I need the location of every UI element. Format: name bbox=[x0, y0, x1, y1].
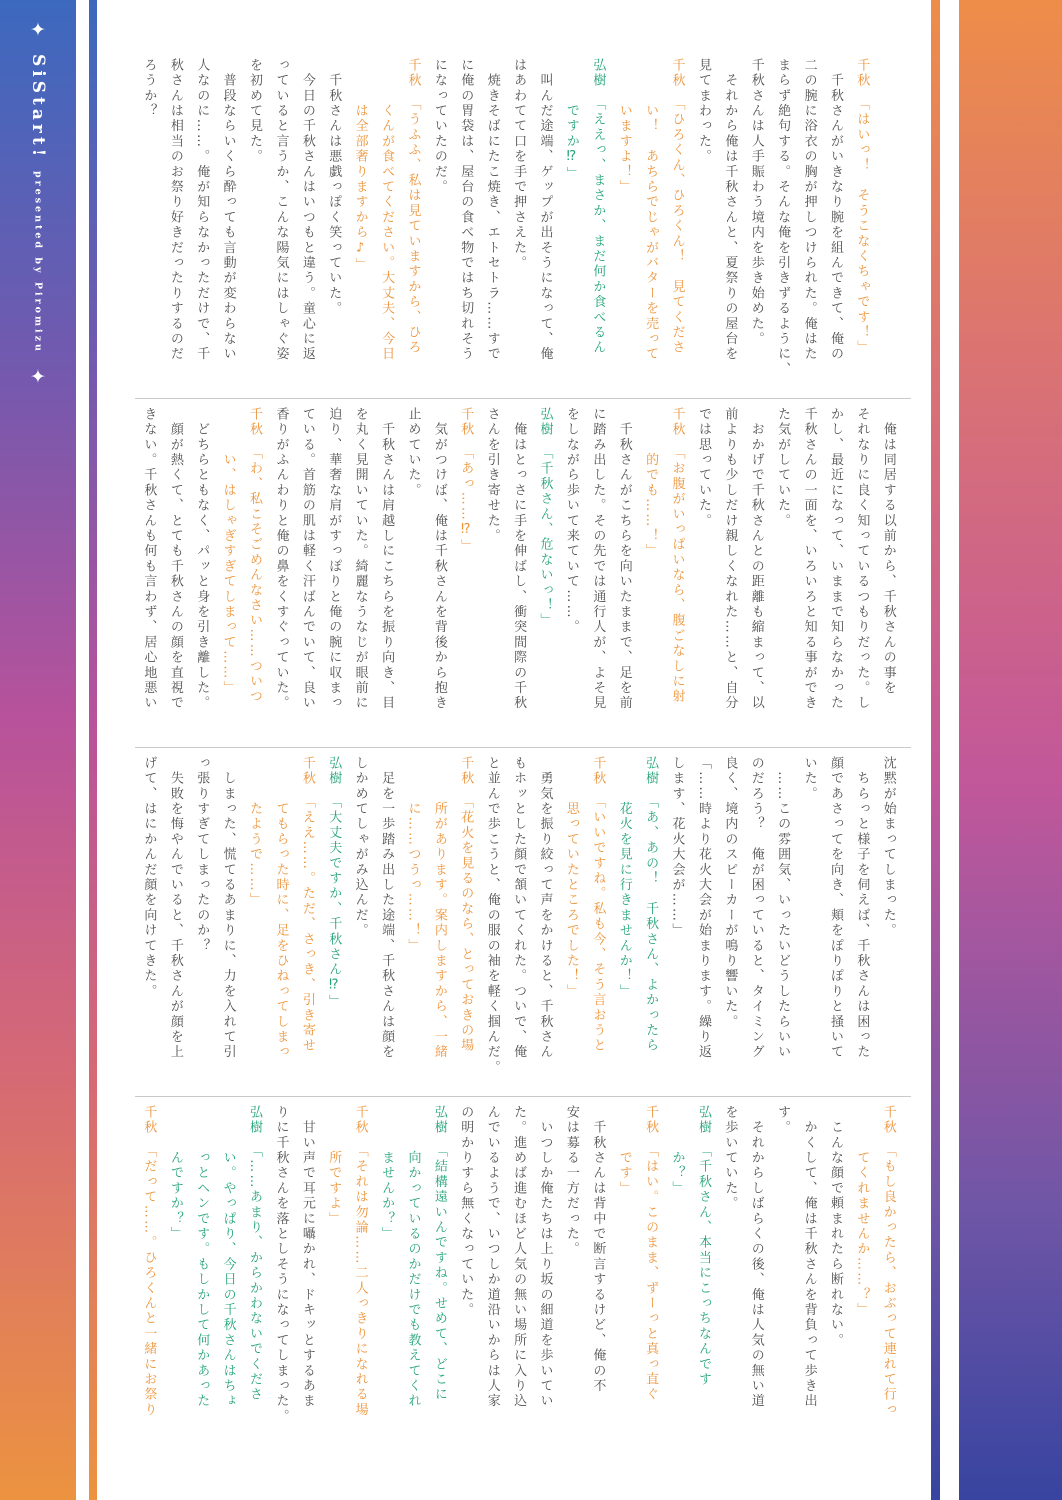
narration-line: いつしか俺たちは上り坂の細道を歩いてい bbox=[537, 1105, 553, 1409]
narration-line: かし、最近になって、いままで知らなかった bbox=[827, 407, 843, 711]
section-divider bbox=[135, 1096, 911, 1097]
dialogue-line-chiaki: くんが食べてください。大丈夫、今日 bbox=[379, 58, 395, 362]
narration-line: きない。千秋さんも何も言わず、居心地悪い bbox=[141, 407, 157, 711]
narration-line: 焼きそばにたこ焼き、エトセトラ……すで bbox=[484, 58, 500, 362]
narration-line: さんを引き寄せた。 bbox=[484, 407, 500, 544]
narration-line: しかめてしゃがみ込んだ。 bbox=[352, 756, 368, 939]
dialogue-line-hiroki: 弘樹 「大丈夫ですか、千秋さん⁉」 bbox=[326, 756, 342, 1010]
narration-line: もホッとした顔で頷いてくれた。ついで、俺 bbox=[511, 756, 527, 1060]
dialogue-line-hiroki: っとヘンです。もしかして何かあった bbox=[194, 1105, 210, 1409]
dialogue-line-hiroki: 花火を見に行きませんか！」 bbox=[616, 756, 632, 1000]
narration-line: 顔が熱くて、とても千秋さんの顔を直視で bbox=[167, 407, 183, 711]
narration-line: のだろう？ 俺が困っていると、タイミング bbox=[748, 756, 764, 1060]
narration-line: 沈黙が始まってしまった。 bbox=[880, 756, 896, 939]
dialogue-line-chiaki: いますよ！」 bbox=[616, 58, 632, 195]
dialogue-line-chiaki: 千秋 「花火を見るのなら、とっておきの場 bbox=[458, 756, 474, 1054]
dialogue-line-chiaki: 思っていたところでした！」 bbox=[563, 756, 579, 1000]
narration-line: に俺の胃袋は、屋台の食べ物ではち切れそう bbox=[458, 58, 474, 362]
narration-line: になっていたのだ。 bbox=[431, 58, 447, 195]
dialogue-line-chiaki: たようで……」 bbox=[247, 756, 263, 908]
narration-line: りに千秋さんを落としそうになってしまった。 bbox=[273, 1105, 289, 1425]
dialogue-line-chiaki: 千秋 「いいですね。私も今、そう言おうと bbox=[590, 756, 606, 1054]
narration-line: します、花火大会が……」 bbox=[669, 756, 685, 939]
dialogue-line-chiaki: 的でも……！」 bbox=[643, 407, 659, 559]
narration-line: 千秋さんがいきなり腕を組んできて、俺の bbox=[827, 58, 843, 362]
narration-line: 千秋さんは背中で断言するけど、俺の不 bbox=[590, 1105, 606, 1394]
left-gradient-band bbox=[0, 0, 76, 1500]
narration-line: かくして、俺は千秋さんを背負って歩き出 bbox=[801, 1105, 817, 1409]
dialogue-line-chiaki: 千秋 「ええ……。ただ、さっき、引き寄せ bbox=[299, 756, 315, 1054]
narration-line: 甘い声で耳元に囁かれ、ドキッとするあま bbox=[299, 1105, 315, 1409]
narration-line: ……この雰囲気、いったいどうしたらいい bbox=[775, 756, 791, 1060]
narration-line: 安は募る一方だった。 bbox=[563, 1105, 579, 1257]
right-gradient-band bbox=[959, 0, 1062, 1500]
narration-line: それなりに良く知っているつもりだった。し bbox=[854, 407, 870, 711]
narration-line: げて、はにかんだ顔を向けてきた。 bbox=[141, 756, 157, 1000]
narration-line: 気がつけば、俺は千秋さんを背後から抱き bbox=[431, 407, 447, 711]
narration-line: 止めていた。 bbox=[405, 407, 421, 499]
dialogue-line-chiaki: 千秋 「はい。このまま、ずーっと真っ直ぐ bbox=[643, 1105, 659, 1403]
dialogue-line-chiaki: 千秋 「うふふ、私は見ていますから、ひろ bbox=[405, 58, 421, 356]
dialogue-line-hiroki: い。やっぱり、今日の千秋さんはちょ bbox=[220, 1105, 236, 1409]
narration-line: 勇気を振り絞って声をかけると、千秋さん bbox=[537, 756, 553, 1060]
narration-line: まらず絶句する。そんな俺を引きずるように、 bbox=[775, 58, 791, 378]
narration-line: の明かりすら無くなっていた。 bbox=[458, 1105, 474, 1318]
text-content bbox=[135, 58, 911, 1439]
narration-line: はあわてて口を手で押さえた。 bbox=[511, 58, 527, 271]
narration-line: どちらともなく、パッと身を引き離した。 bbox=[194, 407, 210, 711]
dialogue-line-chiaki: は全部奢りますから♪」 bbox=[352, 58, 368, 273]
dialogue-line-chiaki: てくれませんか……？」 bbox=[854, 1105, 870, 1318]
narration-line: に踏み出した。その先では通行人が、よそ見 bbox=[590, 407, 606, 711]
dialogue-line-hiroki: んですか？」 bbox=[167, 1105, 183, 1242]
dialogue-line-chiaki: 千秋 「あっ……⁉」 bbox=[458, 407, 474, 555]
narration-line: 二の腕に浴衣の胸が押しつけられた。俺はた bbox=[801, 58, 817, 362]
narration-line: 良く、境内のスピーカーが鳴り響いた。 bbox=[722, 756, 738, 1030]
narration-line: 俺は同居する以前から、千秋さんの事を bbox=[880, 407, 896, 696]
narration-line: ている。首筋の肌は軽く汗ばんでいて、良い bbox=[299, 407, 315, 711]
narration-line: を丸く見開いていた。綺麗なうなじが眼前に bbox=[352, 407, 368, 711]
dialogue-line-chiaki: に……つうっ……！」 bbox=[405, 756, 421, 954]
dialogue-line-chiaki: 千秋 「もし良かったら、おぶって連れて行っ bbox=[880, 1105, 896, 1418]
dialogue-line-hiroki: 弘樹 「……あまり、からかわないでくださ bbox=[247, 1105, 263, 1403]
text-section-3 bbox=[135, 756, 901, 1090]
sparkle-icon: ✦ bbox=[30, 366, 46, 389]
text-section-4 bbox=[135, 1105, 901, 1439]
narration-line: 今日の千秋さんはいつもと違う。童心に返 bbox=[299, 58, 315, 362]
dialogue-line-chiaki: 千秋 「はいっ！ そうこなくちゃです！」 bbox=[854, 58, 870, 356]
dialogue-line-hiroki: 弘樹 「ええっ、まさか、まだ何か食べるん bbox=[590, 58, 606, 356]
narration-line: 叫んだ途端、ゲップが出そうになって、俺 bbox=[537, 58, 553, 362]
narration-line: おかげで千秋さんとの距離も縮まって、以 bbox=[748, 407, 764, 711]
dialogue-line-chiaki: 千秋 「わ、私こそごめんなさい……ついつ bbox=[247, 407, 263, 705]
dialogue-line-chiaki: 千秋 「ひろくん、ひろくん！ 見てくださ bbox=[669, 58, 685, 356]
narration-line: 千秋さんは肩越しにこちらを振り向き、目 bbox=[379, 407, 395, 711]
narration-line: と並んで歩こうと、俺の服の袖を軽く掴んだ。 bbox=[484, 756, 500, 1076]
dialogue-line-chiaki: い、はしゃぎすぎてしまって……」 bbox=[220, 407, 236, 696]
narration-line: を歩いていた。 bbox=[722, 1105, 738, 1212]
narration-line: 千秋さんの一面を、いろいろと知る事ができ bbox=[801, 407, 817, 711]
dialogue-line-chiaki: てもらった時に、足をひねってしまっ bbox=[273, 756, 289, 1060]
narration-line: た。進めば進むほど人気の無い場所に入り込 bbox=[511, 1105, 527, 1409]
narration-line: いた。 bbox=[801, 756, 817, 802]
narration-line: っ張りすぎてしまったのか？ bbox=[194, 756, 210, 954]
narration-line: んでいるようで、いつしか道沿いからは人家 bbox=[484, 1105, 500, 1409]
narration-line: っていると言うか、こんな陽気にはしゃぐ姿 bbox=[273, 58, 289, 362]
narration-line: 俺はとっさに手を伸ばし、衝突間際の千秋 bbox=[511, 407, 527, 711]
left-gradient-strip bbox=[89, 0, 97, 1500]
narration-line: 秋さんは相当のお祭り好きだったりするのだ bbox=[167, 58, 183, 362]
series-subtitle: presented by Piromizu bbox=[32, 171, 44, 355]
narration-line: ちらっと様子を伺えば、千秋さんは困った bbox=[854, 756, 870, 1060]
text-section-1 bbox=[135, 58, 874, 392]
narration-line: それからしばらくの後、俺は人気の無い道 bbox=[748, 1105, 764, 1409]
dialogue-line-chiaki: 所があります。案内しますから、一緒 bbox=[431, 756, 447, 1060]
narration-line: をしながら歩いて来ていて……。 bbox=[563, 407, 579, 635]
narration-line: ろうか？ bbox=[141, 58, 157, 119]
dialogue-line-chiaki: 所ですよ」 bbox=[326, 1105, 342, 1227]
dialogue-line-chiaki: い！ あちらでじゃがバターを売って bbox=[643, 58, 659, 362]
dialogue-line-chiaki: 千秋 「それは勿論……二人っきりになれる場 bbox=[352, 1105, 368, 1418]
section-divider bbox=[135, 747, 911, 748]
dialogue-line-hiroki: 弘樹 「千秋さん、本当にこっちなんです bbox=[695, 1105, 711, 1388]
narration-line: 失敗を悔やんでいると、千秋さんが顔を上 bbox=[167, 756, 183, 1060]
narration-line: を初めて見た。 bbox=[247, 58, 263, 165]
dialogue-line-hiroki: 弘樹 「あ、あの！ 千秋さん、よかったら bbox=[643, 756, 659, 1054]
narration-line: 千秋さんは人手賑わう境内を歩き始めた。 bbox=[748, 58, 764, 347]
narration-line: こんな顔で頼まれたら断れない。 bbox=[827, 1105, 843, 1349]
series-title: SiStart! bbox=[28, 54, 48, 161]
narration-line: 「……時より花火大会が始まります。繰り返 bbox=[695, 756, 711, 1060]
dialogue-line-hiroki: 向かっているのかだけでも教えてくれ bbox=[405, 1105, 421, 1409]
narration-line: では思っていた。 bbox=[695, 407, 711, 529]
narration-line: 前よりも少しだけ親しくなれた……と、自分 bbox=[722, 407, 738, 711]
dialogue-line-hiroki: ませんか？」 bbox=[379, 1105, 395, 1242]
dialogue-line-hiroki: 弘樹 「結構遠いんですね。せめて、どこに bbox=[431, 1105, 447, 1403]
section-divider bbox=[135, 398, 911, 399]
text-section-2 bbox=[135, 407, 901, 741]
narration-line: 見てまわった。 bbox=[695, 58, 711, 165]
narration-line: 足を一歩踏み出した途端、千秋さんは顔を bbox=[379, 756, 395, 1060]
narration-line: 人なのに……。俺が知らなかっただけで、千 bbox=[194, 58, 210, 362]
narration-line: しまった、慌てるあまりに、力を入れて引 bbox=[220, 756, 236, 1060]
narration-line: 香りがふんわりと俺の鼻をくすぐっていた。 bbox=[273, 407, 289, 711]
narration-line: 千秋さんは悪戯っぽく笑っていた。 bbox=[326, 58, 342, 317]
narration-line: 千秋さんがこちらを向いたままで、足を前 bbox=[616, 407, 632, 711]
dialogue-line-hiroki: ですか⁉」 bbox=[563, 58, 579, 182]
dialogue-line-chiaki: です」 bbox=[616, 1105, 632, 1197]
dialogue-line-chiaki: 千秋 「だって……。ひろくんと一緒にお祭り bbox=[141, 1105, 157, 1418]
dialogue-line-hiroki: 弘樹 「千秋さん、危ないっ！」 bbox=[537, 407, 553, 629]
narration-line: 顔であさってを向き、頬をぽりぽりと掻いて bbox=[827, 756, 843, 1060]
sparkle-icon: ✦ bbox=[30, 19, 46, 41]
narration-line: 普段ならいくら酔っても言動が変わらない bbox=[220, 58, 236, 362]
narration-line: す。 bbox=[775, 1105, 791, 1136]
narration-line: た気がしていた。 bbox=[775, 407, 791, 529]
dialogue-line-hiroki: か？」 bbox=[669, 1105, 685, 1197]
narration-line: それから俺は千秋さんと、夏祭りの屋台を bbox=[722, 58, 738, 362]
right-gradient-strip bbox=[931, 0, 940, 1500]
narration-line: 迫り、華奢な肩がすっぽりと俺の腕に収まっ bbox=[326, 407, 342, 711]
dialogue-line-chiaki: 千秋 「お腹がいっぱいなら、腹ごなしに射 bbox=[669, 407, 685, 705]
